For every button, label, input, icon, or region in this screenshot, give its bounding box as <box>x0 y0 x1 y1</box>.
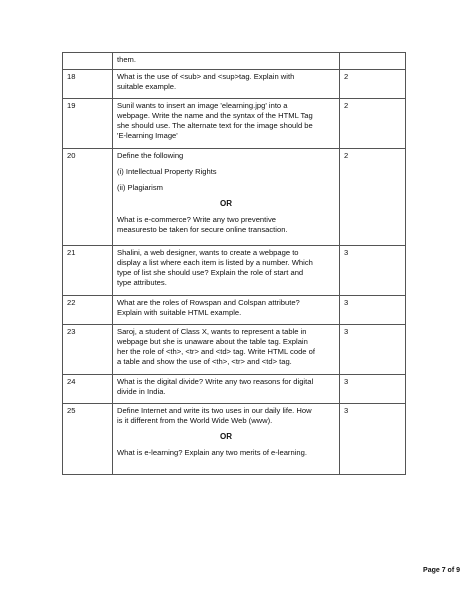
question-text <box>113 53 340 70</box>
question-line: them. <box>117 55 136 64</box>
question-line: type attributes. <box>117 278 167 287</box>
table-row <box>63 375 406 404</box>
question-line: What are the roles of Rowspan and Colspan attribute? <box>117 298 300 307</box>
question-line: Shalini, a web designer, wants to create a webpage to <box>117 248 299 257</box>
question-number <box>63 53 113 70</box>
question-line: (ii) Plagiarism <box>117 183 163 192</box>
question-marks: 3 <box>340 325 406 375</box>
question-number: 18 <box>63 70 113 99</box>
table-row <box>63 246 406 296</box>
question-number: 24 <box>63 375 113 404</box>
question-line: measuresto be taken for secure online transaction. <box>117 225 288 234</box>
question-text <box>113 325 340 375</box>
question-line: Define Internet and write its two uses in our daily life. How <box>117 406 312 415</box>
question-line: type of list she should use? Explain the role of start and <box>117 268 304 277</box>
question-line: webpage but she is unaware about the table tag. Explain <box>117 337 308 346</box>
question-text <box>113 375 340 404</box>
question-line: Explain with suitable HTML example. <box>117 308 242 317</box>
question-number: 21 <box>63 246 113 296</box>
table-row <box>63 149 406 246</box>
question-line: (i) Intellectual Property Rights <box>117 167 217 176</box>
table-row <box>63 70 406 99</box>
or-separator: OR <box>220 199 232 208</box>
question-line: What is the digital divide? Write any two reasons for digital <box>117 377 314 386</box>
question-line: Define the following <box>117 151 184 160</box>
question-number: 25 <box>63 404 113 475</box>
table-row <box>63 325 406 375</box>
question-number: 22 <box>63 296 113 325</box>
table-row <box>63 404 406 475</box>
question-line: Saroj, a student of Class X, wants to represent a table in <box>117 327 307 336</box>
question-line: suitable example. <box>117 82 177 91</box>
question-marks: 3 <box>340 375 406 404</box>
or-separator: OR <box>220 432 232 441</box>
question-marks: 2 <box>340 70 406 99</box>
question-marks: 2 <box>340 99 406 149</box>
question-text <box>113 149 340 246</box>
question-text <box>113 296 340 325</box>
page-number: Page 7 of 9 <box>423 567 460 574</box>
question-line: divide in India. <box>117 387 166 396</box>
question-line: she should use. The alternate text for the image should be <box>117 121 313 130</box>
table-row <box>63 53 406 70</box>
question-marks: 2 <box>340 149 406 246</box>
question-text <box>113 99 340 149</box>
question-marks: 3 <box>340 296 406 325</box>
question-line: 'E-learning Image' <box>117 131 178 140</box>
question-line: What is e-learning? Explain any two merits of e-learning. <box>117 448 307 457</box>
table-row <box>63 296 406 325</box>
question-marks <box>340 53 406 70</box>
question-line: is it different from the World Wide Web (www). <box>117 416 273 425</box>
question-table <box>62 52 406 475</box>
question-marks: 3 <box>340 404 406 475</box>
table-row <box>63 99 406 149</box>
question-line: What is e-commerce? Write any two preventive <box>117 215 276 224</box>
question-text <box>113 246 340 296</box>
question-line: webpage. Write the name and the syntax of the HTML Tag <box>117 111 313 120</box>
question-line: a table and show the use of <th>, <tr> and <td> tag. <box>117 357 292 366</box>
question-marks: 3 <box>340 246 406 296</box>
question-line: Sunil wants to insert an image 'elearning.jpg' into a <box>117 101 288 110</box>
question-line: What is the use of <sub> and <sup>tag. Explain with <box>117 72 295 81</box>
question-number: 23 <box>63 325 113 375</box>
question-line: her the role of <th>, <tr> and <td> tag. Write HTML code of <box>117 347 315 356</box>
question-line: display a list where each item is listed by a number. Which <box>117 258 313 267</box>
question-text <box>113 404 340 475</box>
question-number: 19 <box>63 99 113 149</box>
question-text <box>113 70 340 99</box>
question-number: 20 <box>63 149 113 246</box>
